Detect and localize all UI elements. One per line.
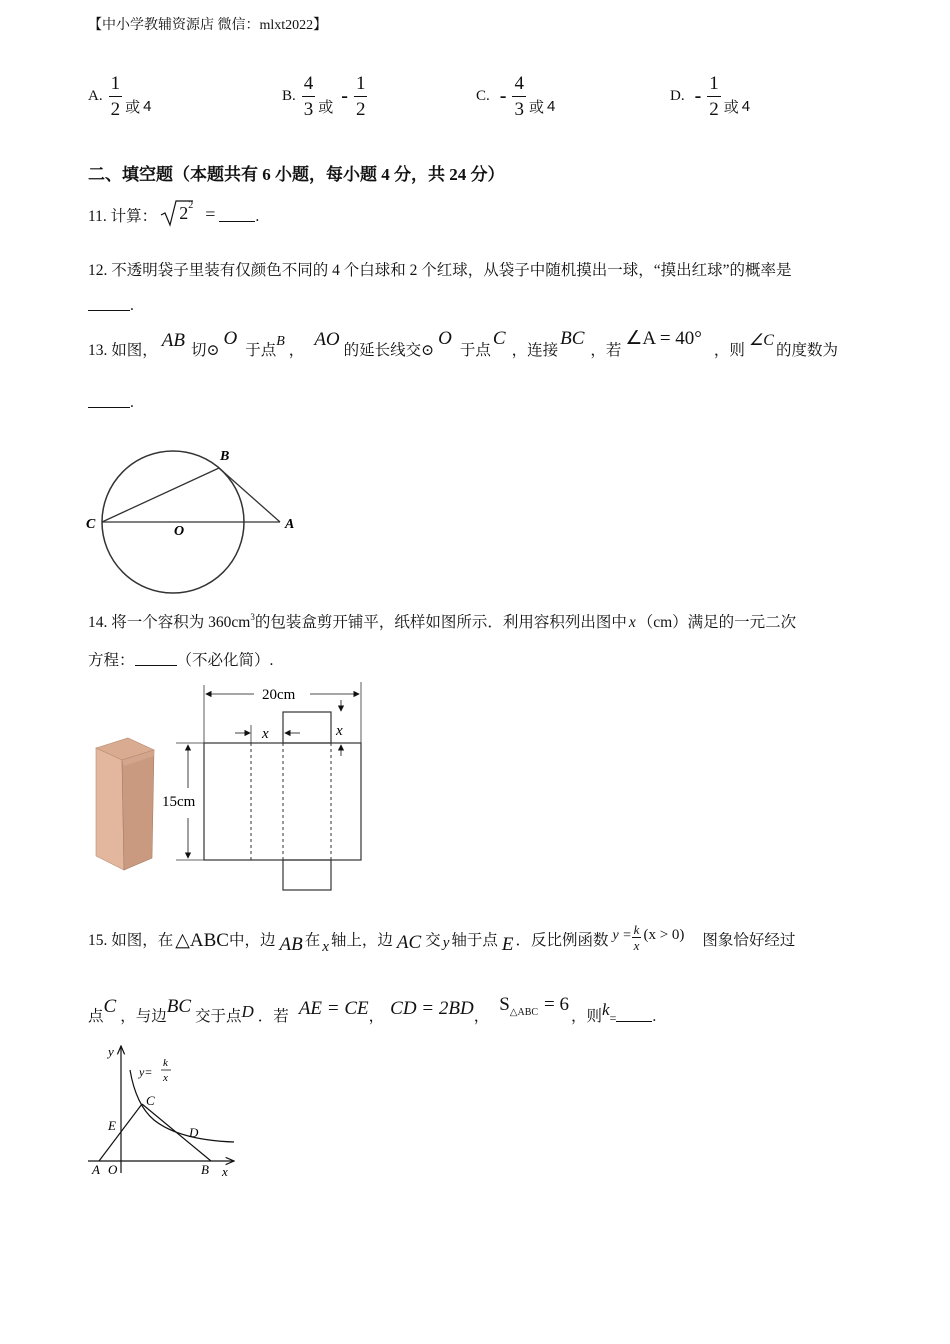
label-a: A: [92, 1162, 100, 1177]
label-o: O: [108, 1162, 118, 1177]
question-13: 13. 如图， AB 切⊙ O 于点 B ， AO 的延长线交⊙ O 于点 C ，连接 BC ，若 ∠A = 40° ，则 ∠C 的度数为: [88, 328, 838, 359]
figure-13-circle: [82, 442, 312, 602]
segment-ba: [219, 468, 280, 522]
fraction-k-over-x: $\frac{k}{x}$: [633, 922, 640, 953]
page-header: 【中小学教辅资源店 微信：mlxt2022】: [88, 18, 328, 33]
label-x-axis: x: [222, 1164, 228, 1179]
label-o: O: [174, 524, 185, 539]
choice-letter: D.: [670, 88, 685, 104]
choice-c: C. - $\frac{4}{3}$ 或 4: [476, 73, 556, 120]
choice-letter: B.: [282, 88, 296, 104]
choice-d: D. - $\frac{1}{2}$ 或 4: [670, 73, 751, 120]
width-label: 20cm: [262, 687, 296, 703]
question-12: 12. 不透明袋子里装有仅颜色不同的 4 个白球和 2 个红球，从袋子中随机摸出一球，“摸出红球”的概率是: [88, 262, 792, 279]
question-14-line-1: 14. 将一个容积为 360cm 3 的包装盒剪开铺平，纸样如图所示．利用容积列出图中 x （cm）满足的一元二次: [88, 612, 797, 631]
box-image: [90, 736, 160, 874]
height-label: 15cm: [162, 794, 196, 810]
label-c: C: [86, 517, 96, 532]
question-15-line-2: 点 C ，与边 BC 交于点 D ．若 AE = CE ， CD = 2BD ， S △ABC = 6 ，则 k = .: [88, 994, 657, 1025]
answer-blank: [88, 406, 130, 408]
label-fn-x: x: [163, 1072, 168, 1084]
question-14-line-2: 方程： （不必化简）.: [88, 652, 274, 669]
question-12-answer: .: [88, 297, 134, 315]
answer-blank: [88, 309, 130, 311]
figure-14-net: [158, 680, 368, 894]
label-fn-k: k: [163, 1057, 168, 1069]
fraction: $\frac{4}{3}$: [514, 73, 524, 120]
label-d: D: [189, 1125, 199, 1140]
fraction: $\frac{1}{2}$: [355, 73, 366, 120]
label-a: A: [285, 517, 295, 532]
question-13-answer: .: [88, 394, 134, 412]
choice-b: B. $\frac{4}{3}$ 或 - $\frac{1}{2}$: [282, 73, 366, 120]
label-fn-y: y=: [139, 1065, 153, 1079]
section-title: 二、填空题（本题共有 6 小题，每小题 4 分，共 24 分）: [88, 165, 505, 184]
label-e: E: [108, 1118, 116, 1133]
question-15-line-1: 15. 如图，在 △ABC 中，边 AB 在 x 轴上，边 AC 交 y 轴于点 E ．反比例函数 y = $\frac{k}{x}$ (x > 0) 图象恰好经过: [88, 922, 796, 955]
answer-blank: [616, 1020, 652, 1022]
x-label-horizontal: x: [262, 726, 269, 742]
figure-15-graph: [84, 1040, 244, 1180]
x-label-vertical: x: [336, 723, 343, 739]
answer-blank: [219, 220, 255, 222]
label-y-axis: y: [108, 1044, 114, 1059]
choice-letter: A.: [88, 88, 103, 104]
fraction: $\frac{1}{2}$: [709, 73, 719, 120]
choice-letter: C.: [476, 88, 490, 104]
label-b: B: [201, 1162, 209, 1177]
choice-a: A. $\frac{1}{2}$ 或 4: [88, 73, 152, 120]
question-11: 11. 计算： 2 2 = .: [88, 198, 259, 228]
answer-blank: [135, 664, 177, 666]
fraction: $\frac{4}{3}$: [303, 73, 314, 120]
label-b: B: [220, 449, 230, 464]
label-c: C: [146, 1093, 155, 1108]
fraction: $\frac{1}{2}$: [110, 73, 121, 120]
